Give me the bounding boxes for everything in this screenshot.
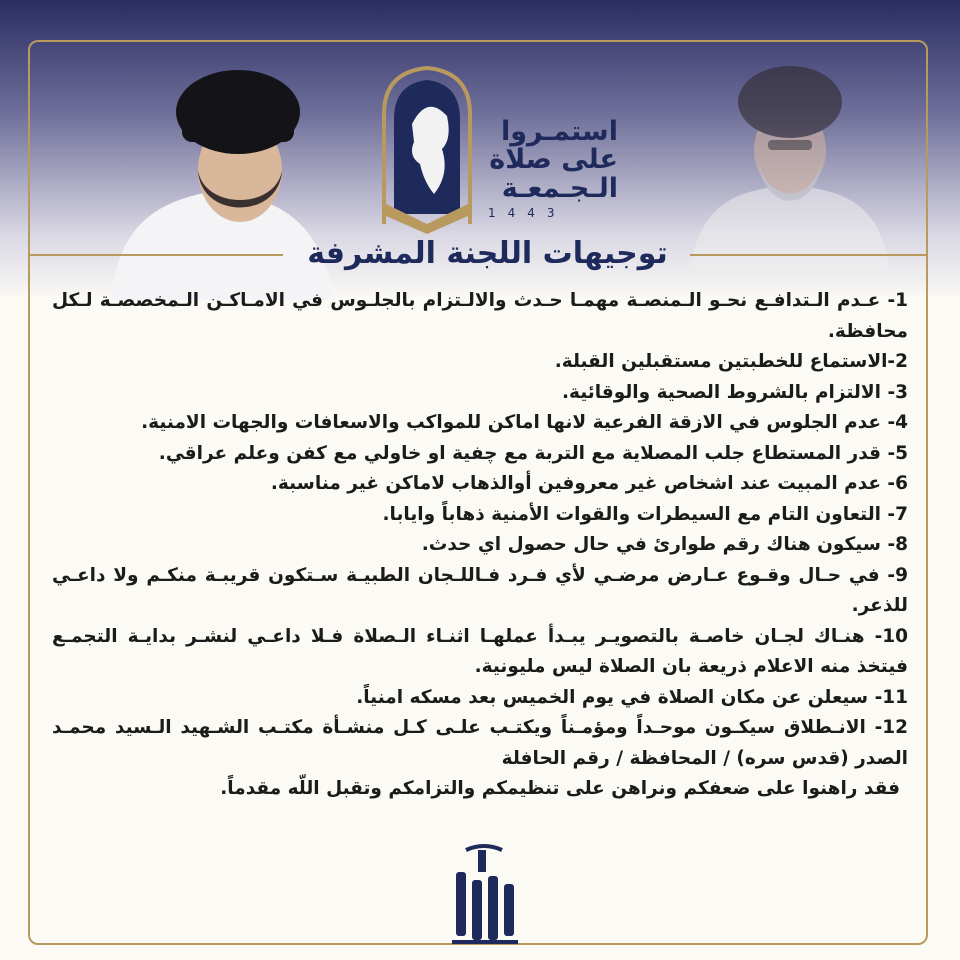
directive-item-3: 3- الالتزام بالشروط الصحية والوقائية. — [561, 381, 908, 403]
directive-item-6: 6- عدم المبيت عند اشخاص غير معروفين أوالذهاب لاماكن غير مناسبة. — [270, 473, 908, 494]
directive-item-7: 7- التعاون التام مع السيطرات والقوات الأمنية ذهاباً وايابا. — [382, 503, 908, 525]
directive-item-11: 11- سيعلن عن مكان الصلاة في يوم الخميس بعد مسكه امنياً. — [356, 686, 908, 708]
directive-item-12: 12- الانـطلاق سيكـون موحـداً ومؤمـناً ويكتـب علـى كـل منشـأة مكتـب الشـهيد الـسيد محمـد الصدر (قدس سره) / المحافظة / رقم الحافلة — [52, 717, 908, 769]
directive-item-1: 1- عـدم الـتدافـع نحـو الـمنصـة مهمـا حـدث والالـتزام بالجلـوس في الامـاكـن الـمخصصـة لـكل محافظة. — [52, 290, 908, 342]
directive-item-2: 2-الاستماع للخطبتين مستقبلين القبلة. — [554, 351, 908, 372]
directives-list — [52, 286, 908, 805]
bottom-calligraphy-logo — [436, 842, 532, 952]
logo-line-2: على صلاة — [489, 144, 618, 176]
closing-statement: فقد راهنوا على ضعفكم ونراهن على تنظيمكم والتزامكم وتقبل اللّه مقدماً. — [220, 778, 900, 799]
logo-line-3: الـجـمعـة — [501, 172, 618, 204]
logo-line-1: استمـروا — [501, 116, 618, 147]
title-divider-right — [690, 254, 928, 256]
directive-item-5: 5- قدر المستطاع جلب المصلاية مع التربة مع چفية او خاولي مع كفن وعلم عراقي. — [158, 442, 908, 464]
title-divider-left — [28, 254, 283, 256]
event-emblem-logo — [372, 64, 482, 234]
directive-item-8: 8- سيكون هناك رقم طوارئ في حال حصول اي حدث. — [421, 534, 908, 555]
page-title: توجيهات اللجنة المشرفة — [307, 236, 668, 271]
directive-item-10: 10- هنـاك لجـان خاصـة بالتصويـر يبـدأ عملهـا اثنـاء الـصلاة فـلا داعـي لنشـر بدايـة التجمـع فيتخذ منه الاعلام ذريعة بان الصلاة ليس مليونية. — [52, 625, 908, 677]
event-logo-text — [488, 118, 618, 220]
logo-year: 1443 — [488, 206, 567, 221]
directive-item-4: 4- عدم الجلوس في الازقة الفرعية لانها اماكن للمواكب والاسعافات والجهات الامنية. — [141, 412, 908, 433]
title-row — [28, 234, 928, 274]
directive-item-9: 9- في حـال وقـوع عـارض مرضـي لأي فـرد فـاللـجان الطبيـة سـتكون قريبـة منكـم ولا داعـي للذعر. — [52, 564, 908, 616]
